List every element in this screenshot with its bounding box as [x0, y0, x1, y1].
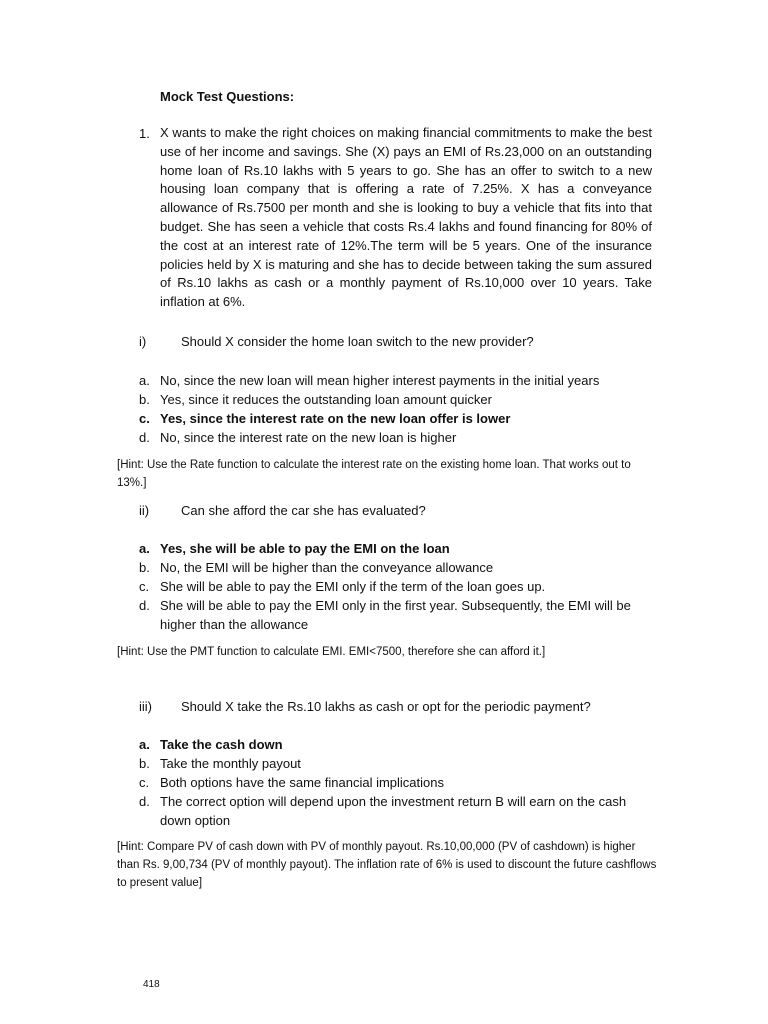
option-letter: a. [139, 541, 150, 556]
option-text: She will be able to pay the EMI only if the term of the loan goes up. [160, 579, 546, 594]
subquestion-text: Can she afford the car she has evaluated? [181, 503, 426, 518]
option-text: Take the monthly payout [160, 756, 301, 771]
option-letter: b. [139, 756, 150, 771]
subquestion-text: Should X take the Rs.10 lakhs as cash or opt for the periodic payment? [181, 699, 591, 714]
option-b [139, 390, 639, 409]
option-text: No, the EMI will be higher than the conveyance allowance [160, 560, 494, 575]
subquestion-number: iii) [139, 699, 152, 714]
option-d [139, 596, 639, 634]
option-text: She will be able to pay the EMI only in the first year. Subsequently, the EMI will be higher than the allowance [160, 598, 631, 632]
subquestion-1-options [139, 371, 639, 447]
option-text: Yes, she will be able to pay the EMI on the loan [160, 541, 450, 556]
option-a-correct [139, 539, 639, 558]
option-text: No, since the interest rate on the new loan is higher [160, 430, 457, 445]
subquestion-number: ii) [139, 503, 150, 518]
option-a-correct [139, 735, 639, 754]
option-b [139, 558, 639, 577]
question-text: X wants to make the right choices on making financial commitments to make the best use of her income and savings. She (X) pays an EMI of Rs.23,000 on an outstanding home loan of Rs.10 lakhs with 5 years to go. She has an offer to switch to a new housing loan company that is offering a rate of 7.25%. X has a conveyance allowance of Rs.7500 per month and she is looking to buy a vehicle that fits into that budget. She has seen a vehicle that costs Rs.4 lakhs and found financing for 80% of the cost at an interest rate of 12%.The term will be 5 years. One of the insurance policies held by X is maturing and she has to decide between taking the sum assured of Rs.10 lakhs as cash or a monthly payment of Rs.10,000 over 10 years. Take inflation at 6%. [160, 125, 652, 310]
option-text: Both options have the same financial implications [160, 775, 444, 790]
option-d [139, 428, 639, 447]
option-text: No, since the new loan will mean higher interest payments in the initial years [160, 373, 600, 388]
subquestion-2-options [139, 539, 639, 634]
option-b [139, 754, 639, 773]
option-text: Yes, since the interest rate on the new loan offer is lower [160, 411, 511, 426]
option-letter: b. [139, 560, 150, 575]
option-letter: c. [139, 411, 150, 426]
subquestion-text: Should X consider the home loan switch to the new provider? [181, 334, 534, 349]
option-a [139, 371, 639, 390]
option-letter: d. [139, 794, 150, 809]
option-c [139, 773, 639, 792]
option-letter: c. [139, 579, 150, 594]
option-letter: a. [139, 373, 150, 388]
option-letter: d. [139, 598, 150, 613]
option-letter: d. [139, 430, 150, 445]
hint-3: [Hint: Compare PV of cash down with PV of monthly payout. Rs.10,00,000 (PV of cashdown) is higher than Rs. 9,00,734 (PV of monthly payout). The inflation rate of 6% is used to discount the future cashflows to present value] [117, 841, 657, 889]
subquestion-3-options [139, 735, 639, 830]
subquestion-number: i) [139, 334, 147, 349]
option-letter: c. [139, 775, 150, 790]
option-text: Yes, since it reduces the outstanding loan amount quicker [160, 392, 492, 407]
option-c-correct [139, 409, 639, 428]
option-text: Take the cash down [160, 737, 283, 752]
option-c [139, 577, 639, 596]
page-number: 418 [143, 979, 160, 990]
question-number: 1. [139, 126, 150, 141]
hint-2: [Hint: Use the PMT function to calculate EMI. EMI<7500, therefore she can afford it.] [117, 646, 546, 658]
option-letter: b. [139, 392, 150, 407]
page-heading: Mock Test Questions: [160, 89, 295, 104]
option-letter: a. [139, 737, 150, 752]
hint-1: [Hint: Use the Rate function to calculate the interest rate on the existing home loan. That works out to 13%.] [117, 459, 631, 489]
option-text: The correct option will depend upon the investment return B will earn on the cash down option [160, 794, 627, 828]
option-d [139, 792, 639, 830]
